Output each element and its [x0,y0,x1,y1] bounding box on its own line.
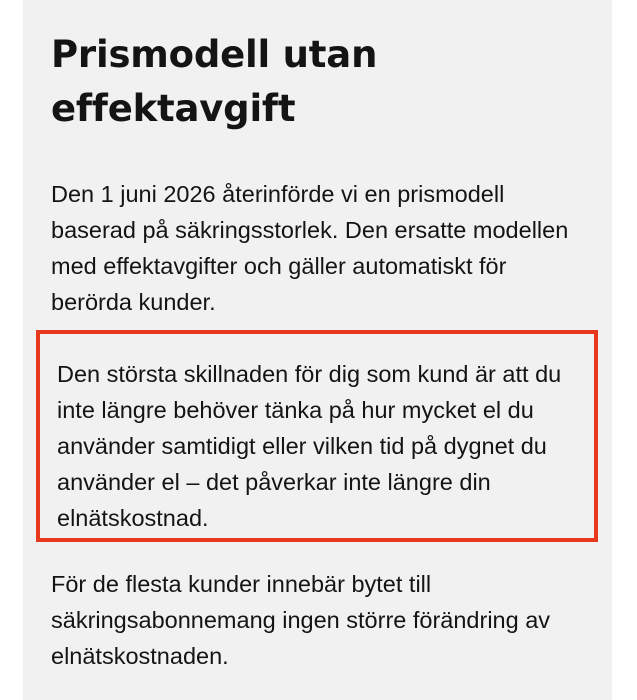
intro-paragraph: Den 1 juni 2026 återinförde vi en prismodell baserad på säkringsstorlek. Den ersatte modellen med effektavgifter och gäller automatiskt för berörda kunder. [51,181,569,315]
content-card [23,0,612,700]
highlight-box [36,330,598,542]
page-title: Prismodell utan effektavgift [51,33,378,130]
highlight-paragraph: Den största skillnaden för dig som kund är att du inte längre behöver tänka på hur mycket el du använder samtidigt eller vilken tid på dygnet du använder el – det påverkar inte längre din elnätskostnad. [57,361,562,531]
closing-paragraph: För de flesta kunder innebär bytet till säkringsabonnemang ingen större förändring av elnätskostnaden. [51,571,551,669]
